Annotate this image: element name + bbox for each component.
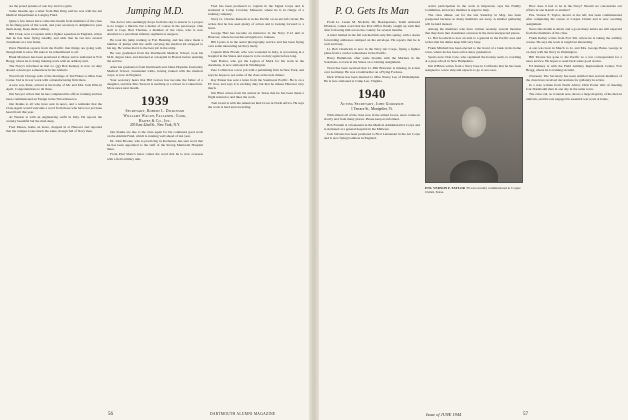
section-heading-po-gets-its-man: P. O. Gets Its Man bbox=[335, 6, 409, 17]
body-paragraph: The class dinner, set for the last Saturday in May, has been postponed because so many members are away. A smaller gathering will be held instead. bbox=[425, 13, 521, 26]
class-year-heading: 1939 bbox=[141, 93, 169, 109]
right-column-1 bbox=[324, 4, 420, 141]
right-column-2 bbox=[425, 4, 521, 194]
photo-caption bbox=[425, 186, 521, 194]
body-paragraph: Harry Hammond, after some months with the Marines in the Solomons, is back in the States on a training assignment. bbox=[324, 56, 420, 65]
body-paragraph: Hank Morrison has been promoted to Major and is stationed at Fort Bragg, where he is doing training work with an artillery unit. bbox=[6, 54, 102, 64]
body-paragraph: After his graduation from Dartmouth and Johns Hopkins University Medical School, Lieutenant Little, having trained with the medical corps, is now in England. bbox=[107, 64, 203, 77]
body-paragraph: Word has been received that Lt. Phil Brewster is missing in action over Germany. He was a bombardier on a Flying Fortress. bbox=[324, 65, 420, 74]
body-paragraph: George Hart has become an instructor in the Navy V-12 unit at Hanover, where he teaches navigation to trainees. bbox=[208, 30, 304, 40]
body-paragraph: Navy Lt. Charles Ransom is in the Pacific on an aircraft carrier. He writes that he has seen plenty of action and is looking forward to a leave. bbox=[208, 17, 304, 30]
secretary-address: 205 East 42nd St., New York, N.Y. bbox=[129, 123, 181, 128]
body-paragraph: Bill Lyons is in the aerial photography service and has been flying over some interesting territory lately. bbox=[208, 40, 304, 49]
body-paragraph: are the proud parents of one boy and two girls. bbox=[9, 4, 73, 8]
body-paragraph: Your secretary hears that Bill Graves has become the father of a daughter, and that Mac Stewart is teaching at a school in Connecticut. More news next month. bbox=[107, 77, 203, 91]
body-paragraph: Bill Thorne has gone to the Pacific as a war correspondent for a news service. He hopes to send back some good stories. bbox=[526, 54, 622, 64]
body-paragraph: Ed Ramsey is with the Field Artillery Replacement Center, Fort Bragg, where he is training recruits. bbox=[526, 64, 622, 73]
body-paragraph: Fred has been promoted to captain in the Signal Corps and is stationed at Camp Crowder, Missouri, where he is in charge of a training company. bbox=[208, 4, 304, 17]
body-paragraph: The doctor who seemingly drops from the sky to answer to a prayer is no longer a miracle but a matter of course in the paratroops. One such is Capt. Bert Thomas, a member of the class, who is now attached to a parachute infantry regiment as surgeon. bbox=[107, 20, 203, 37]
class-secretary-line: Secretary, Robert L. Dickinson bbox=[125, 109, 185, 114]
body-paragraph: Bill Clark, now a Captain with a fighter squadron in England, writes that he has been flying steadily and adds that he ran into several classmates at a rest home. bbox=[6, 32, 102, 45]
body-paragraph: Dave Hartman reports from the Pacific that things are going well, though mail is slow. He asks to be remembered to all. bbox=[6, 45, 102, 54]
body-paragraph: A letter mailed in the fall reached him only this spring, with a dozen forwarding addresses stamped on the envelope. He reports that he is well and busy. bbox=[324, 33, 420, 46]
body-paragraph: He took his jump training at Fort Benning, and has since made a number of jumps with the outfit carrying his medical kit strapped to his leg. He writes that it is the best job in the army. bbox=[107, 37, 203, 50]
body-paragraph: Fred Mason, home on leave, dropped in at Hanover and reported that the campus looks much the same, though full of Navy men. bbox=[6, 124, 102, 133]
body-paragraph: Sports note: Don Cole, who captained the hockey team, is coaching at a prep school in New Hampshire. bbox=[425, 54, 521, 64]
byline-line: Hawes & Co., Inc. bbox=[138, 118, 172, 123]
left-page-number: 56 bbox=[108, 412, 113, 417]
body-paragraph: The Navy's informed us that Lt. (jg) Bob Kenney is now on duty aboard a destroyer somewhere in the Atlantic. bbox=[6, 64, 102, 73]
right-column-3 bbox=[526, 4, 622, 102]
body-paragraph: From Lt. Lester M. Nickolls '40, Headquarters, Tenth Armored Division, comes word that the Post Office finally caught up with him after following him across the country for several months. bbox=[324, 20, 420, 33]
body-paragraph: Captain Dick Elwell, who was wounded in Italy, is recovering in a hospital in the States and expects to be on duty again before long. bbox=[208, 49, 304, 58]
body-paragraph: Quite a few letters have come this month from members of the class in far-flung parts of the world, and your secretary is delighted to pass them along. Keep them coming. bbox=[6, 18, 102, 31]
portrait-photo bbox=[425, 77, 523, 183]
body-paragraph: Ray Parker has sent a letter from the Southwest Pacific. He is on a PT boat, and says it is exciting duty but that he misses Hanover very much. bbox=[208, 77, 304, 90]
body-paragraph: A new son, Peter, arrived at the home of Mr. and Mrs. Jack Ellis in April. Congratulations to all three. bbox=[6, 83, 102, 92]
right-page bbox=[318, 0, 628, 420]
body-paragraph: From Paul Shaw's letter comes the word that he is now overseas with a field artillery unit. bbox=[107, 152, 203, 161]
body-paragraph: Overseas: The Secretary has been notified that several members of the class have received decorations for gallantry in action. bbox=[526, 73, 622, 82]
body-paragraph: Jim O'Brien writes from a Navy base in California that he has been assigned to a new ship and expects to go to sea soon. bbox=[425, 64, 521, 73]
body-paragraph: Frank Kelley writes from Fort Sill, where he is taking the artillery course. He says the work is tough but interesting. bbox=[526, 36, 622, 45]
body-paragraph: Jack Stevens has been promoted to First Lieutenant in the Air Corps and is now flying bombers in England. bbox=[324, 131, 420, 140]
body-paragraph: Frank Mitchell has been elected to the board of a bank in his home town, where he has been active since graduation. bbox=[425, 45, 521, 54]
byline-line: Williams Walsh, Fallkner, Cook, bbox=[123, 113, 187, 118]
body-paragraph: A son was born in March to Lt. and Mrs. George Bates. George is on duty with the Navy in Washington. bbox=[526, 45, 622, 54]
body-paragraph: Ens. Vernon F. Taylor, shown at the left, has been commissioned after completing his course at Corpus Christi and is now awaiting assignment. bbox=[526, 13, 622, 26]
section-heading-jumping-md: Jumping M.D. bbox=[126, 6, 184, 17]
body-paragraph: The class roll, as it stands now, shows a large majority of the men in uniform, and the rest engaged in essential war work at home. bbox=[526, 92, 622, 101]
body-paragraph: active participation in the work is important, says the Family Committee, and every member is urged to help. bbox=[425, 4, 521, 13]
body-paragraph: Pete Collins has a new job with a publishing firm in New York, and says he hopes to see some of the class at the next dinner. bbox=[208, 68, 304, 77]
body-paragraph: Bob Farnum is a lieutenant in the Medical Administrative Corps and is stationed at a general hospital in the Midwest. bbox=[324, 122, 420, 131]
body-paragraph: Jim Hunt writes from his station in Texas that he has been made a flight instructor and likes the work. bbox=[208, 91, 304, 100]
body-paragraph: Some months ago a letter from Ben Ihrig said he was with the Air Medical Department at Langley Field. bbox=[6, 9, 102, 18]
photo-caption-text: '39 was recently commissioned at Corpus Christi, Texas. bbox=[425, 185, 521, 194]
body-paragraph: Dick Wilson has been married to Miss Nancy Lee of Philadelphia. He is now stationed at Camp Lee, Virginia. bbox=[324, 75, 420, 84]
left-column-3 bbox=[208, 4, 304, 110]
body-paragraph: Dr. John Brooks, who is practicing in Rochester, has sent word that he has been appointed to the staff of the Strong Memorial Hospital there. bbox=[107, 138, 203, 152]
issue-date-footer: Issue of JUNE 1944 bbox=[426, 412, 462, 417]
body-paragraph: In a note written from North Africa, Dick Porter tells of meeting four Dartmouth men in one day in the same town. bbox=[526, 83, 622, 92]
left-page bbox=[0, 0, 310, 420]
body-paragraph: Among the members who have written recently, several mention that they have met classmates overseas in the most unexpected places. bbox=[425, 26, 521, 35]
body-paragraph: Lt. Bob Chadwick is now in the Navy Air Corps, flying a fighter plane from a carrier somewhere in the Pacific. bbox=[324, 46, 420, 56]
body-paragraph: Our thanks to all who have sent in news, and a reminder that the Class Agent would welcome a word from those who have not yet been heard from this year. bbox=[6, 101, 102, 115]
body-paragraph: Tom Grant is with the American Red Cross in North Africa. He says the work is hard and rewarding. bbox=[208, 100, 304, 109]
photo-caption-name: ENS. VERNON F. TAYLOR bbox=[425, 185, 465, 190]
magazine-name-footer: DARTMOUTH ALUMNI MAGAZINE bbox=[210, 412, 276, 416]
body-paragraph: How does it feel to be in the Navy? Should we concentrate our efforts in one branch or another? bbox=[526, 4, 622, 13]
body-paragraph: Lt. Hal Goodwin is now an aide to a general in the Pacific area and writes that his duties keep him very busy. bbox=[425, 36, 521, 45]
body-paragraph: Al Weston is with an engineering outfit in Italy. He reports the country beautiful but the mud deep. bbox=[6, 115, 102, 124]
body-paragraph: With almost all of the class now in the armed forces, news comes in slowly and from many places. Please keep us informed. bbox=[324, 113, 420, 122]
body-paragraph: Jim Sawyer writes that he has completed his officer training and has been commissioned an Ensign in the Naval Reserve. bbox=[6, 92, 102, 101]
body-paragraph: Word from Chicago tells of the marriage of Ted Fisher to Miss Joan Carter. Ted is in war work with a manufacturing firm there. bbox=[6, 73, 102, 82]
class-secretary-line: Acting Secretary, John Goodrich bbox=[340, 102, 404, 107]
body-paragraph: Our thanks are due to the class agent for his continued good work on the Alumni Fund, which is running well ahead of last year. bbox=[107, 129, 203, 138]
secretary-address: 1 Terrace St., Montpelier, Vt. bbox=[351, 106, 393, 111]
left-column-2 bbox=[107, 4, 203, 162]
left-column-1 bbox=[6, 4, 102, 134]
body-paragraph: He was graduated from the Dartmouth Medical School, took his M.D. degree later, and interned at a hospital in Boston before entering the service. bbox=[107, 51, 203, 64]
body-paragraph: News this month is small, and a good many letters are still expected from the members of the class. bbox=[526, 26, 622, 35]
body-paragraph: Sam Baxter, who got the Legion of Merit for his work in the Aleutians, is now stationed in Washington. bbox=[208, 59, 304, 68]
class-year-heading: 1940 bbox=[358, 86, 386, 102]
right-page-number: 57 bbox=[523, 412, 528, 417]
